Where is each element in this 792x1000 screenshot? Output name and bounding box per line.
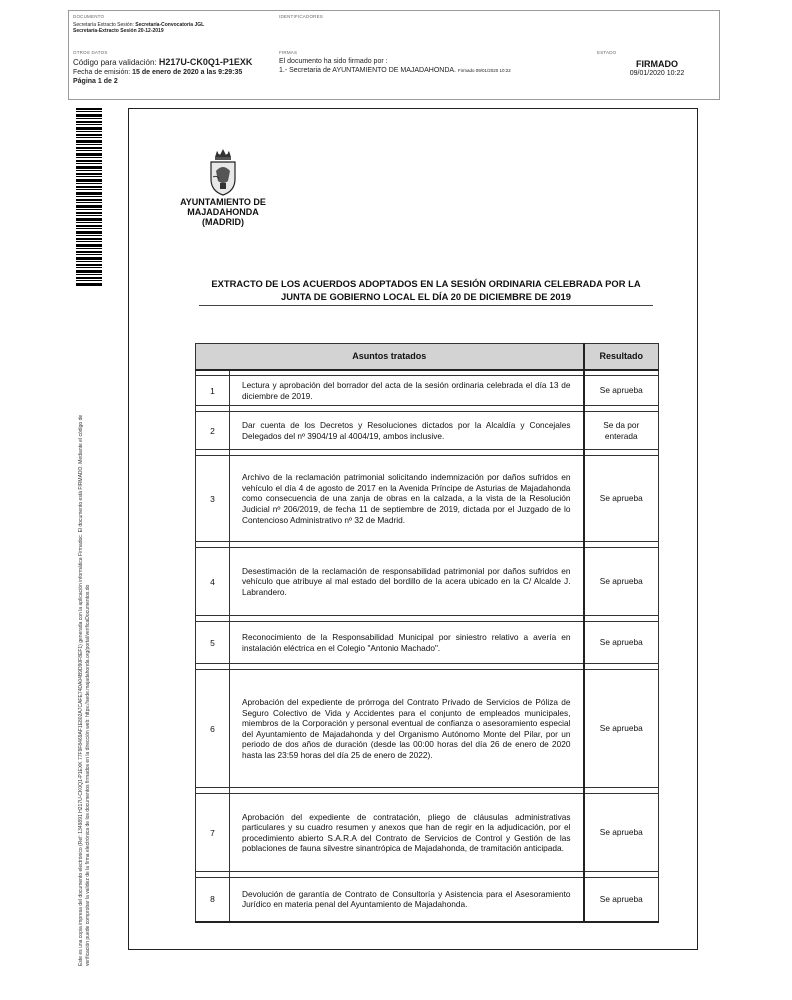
documento-cell [69,11,275,45]
firmas-line2: 1.- Secretaria de AYUNTAMIENTO DE MAJADAHONDA. Firmado 09/01/2020 10:22 [279,67,511,74]
fecha-emision: Fecha de emisión: 15 de enero de 2020 a las 9:29:35 [73,69,243,76]
documento-line2: Secretaría-Extracto Sesión 20-12-2019 [73,28,164,34]
estado-value: FIRMADO [636,59,678,69]
row-asunto: Aprobación del expediente de prórroga del Contrato Privado de Servicios de Póliza de Seguro Colectivo de Vida y Accidentes para el conjunto de empleados municipales, miembros de la Corporación y personal eventual de confianza o asesoramiento especial del Ayuntamiento de Majadahonda y del Organismo Autónomo Monte del Pilar, por un periodo de dos años de duración (desde las 00:00 horas del día 26 de enero de 2020 hasta las 23:59 horas del día 25 de enero de 2022). [230,670,584,788]
table-row [196,670,659,788]
row-resultado: Se aprueba [584,376,659,406]
estado-date: 09/01/2020 10:22 [629,70,685,77]
otros-datos-cell [69,45,275,101]
row-asunto: Aprobación del expediente de contratación, pliego de cláusulas administrativas particulares y su cuadro resumen y anexos que han de regir en la adjudicación, por el procedimiento abierto S.A.R.A del Contrato de Servicios de Control y Gestión de las poblaciones de fauna silvestre sinantrópica de Majadahonda, de tramitación anticipada. [230,794,584,872]
document-header [68,10,720,100]
table-row [196,622,659,664]
estado-cell [593,45,721,101]
estado-label: ESTADO [597,50,617,55]
row-number: 1 [196,376,230,406]
verification-side-text: Este es una copia impresa del documento electrónico (Ref: 1349891 H217U-CK0Q1-P1EXK 77F9F8469AF1E802A7CAFE74DA04B9D90F8EF1) generada con la aplicación informática Firmadoc. El documento está FIRMADO. Mediante el código de verificación puede comprobar la validez de la firma electrónica de los documentos firmados en la dirección web: https://sede.majadahonda.org/portal/verificaDocumentos.do [78,414,91,966]
row-asunto: Lectura y aprobación del borrador del acta de la sesión ordinaria celebrada el día 13 de diciembre de 2019. [230,376,584,406]
row-number: 8 [196,878,230,922]
row-resultado: Se da por enterada [584,412,659,450]
table-row [196,794,659,872]
table-row [196,548,659,616]
row-asunto: Devolución de garantía de Contrato de Consultoría y Asistencia para el Asesoramiento Jurídico en materia penal del Ayuntamiento de Majadahonda. [230,878,584,922]
documento-label: DOCUMENTO [73,14,105,19]
table-header-row [196,344,659,370]
row-asunto: Reconocimiento de la Responsabilidad Municipal por siniestro relativo a avería en instalación eléctrica en el Colegio "Antonio Machado". [230,622,584,664]
table-row [196,412,659,450]
firmas-line1: El documento ha sido firmado por : [279,58,388,65]
ayuntamiento-name: AYUNTAMIENTO DE MAJADAHONDA (MADRID) [180,197,266,227]
row-number: 3 [196,456,230,542]
row-number: 4 [196,548,230,616]
row-resultado: Se aprueba [584,456,659,542]
firmas-cell [275,45,593,101]
documento-line1: Secretaría Extracto Sesión: Secretaría-Convocatoria JGL [73,22,205,28]
coat-of-arms-icon [207,147,239,197]
col-header-resultado: Resultado [584,344,659,370]
row-number: 6 [196,670,230,788]
row-number: 5 [196,622,230,664]
identificadores-label: IDENTIFICADORES [279,14,324,19]
row-resultado: Se aprueba [584,670,659,788]
table-row [196,878,659,922]
otros-datos-label: OTROS DATOS [73,50,108,55]
col-header-asuntos: Asuntos tratados [196,344,584,370]
acuerdos-table [195,343,659,923]
table-row [196,376,659,406]
identificadores-cell [275,11,721,45]
page-frame [128,108,698,950]
row-asunto: Dar cuenta de los Decretos y Resoluciones dictados por la Alcaldía y Concejales Delegados del nº 3904/19 al 4004/19, ambos inclusive. [230,412,584,450]
row-number: 2 [196,412,230,450]
document-title: EXTRACTO DE LOS ACUERDOS ADOPTADOS EN LA SESIÓN ORDINARIA CELEBRADA POR LA JUNTA DE GOBIERNO LOCAL EL DÍA 20 DE DICIEMBRE DE 2019 [199,277,653,306]
row-asunto: Archivo de la reclamación patrimonial solicitando indemnización por daños sufridos en vehículo el día 4 de agosto de 2017 en la Avenida Príncipe de Asturias de Majadahonda como consecuencia de una zanja de obras en la calzada, a la vista de la Resolución Judicial nº 206/2019, de fecha 11 de septiembre de 2019, dictada por el Juzgado de lo Contencioso Administrativo nº 32 de Madrid. [230,456,584,542]
barcode-icon [76,108,102,286]
table-row [196,456,659,542]
firmas-label: FIRMAS [279,50,298,55]
table-body [196,370,659,922]
codigo-validacion: Código para validación: H217U-CK0Q1-P1EXK [73,57,253,67]
row-number: 7 [196,794,230,872]
row-resultado: Se aprueba [584,794,659,872]
row-resultado: Se aprueba [584,548,659,616]
row-resultado: Se aprueba [584,878,659,922]
row-asunto: Desestimación de la reclamación de responsabilidad patrimonial por daños sufridos en vehículo que atribuye al mal estado del bordillo de la acera ubicado en la C/ Alcalde J. Labrandero. [230,548,584,616]
row-resultado: Se aprueba [584,622,659,664]
pagina-indicator: Página 1 de 2 [73,78,118,85]
